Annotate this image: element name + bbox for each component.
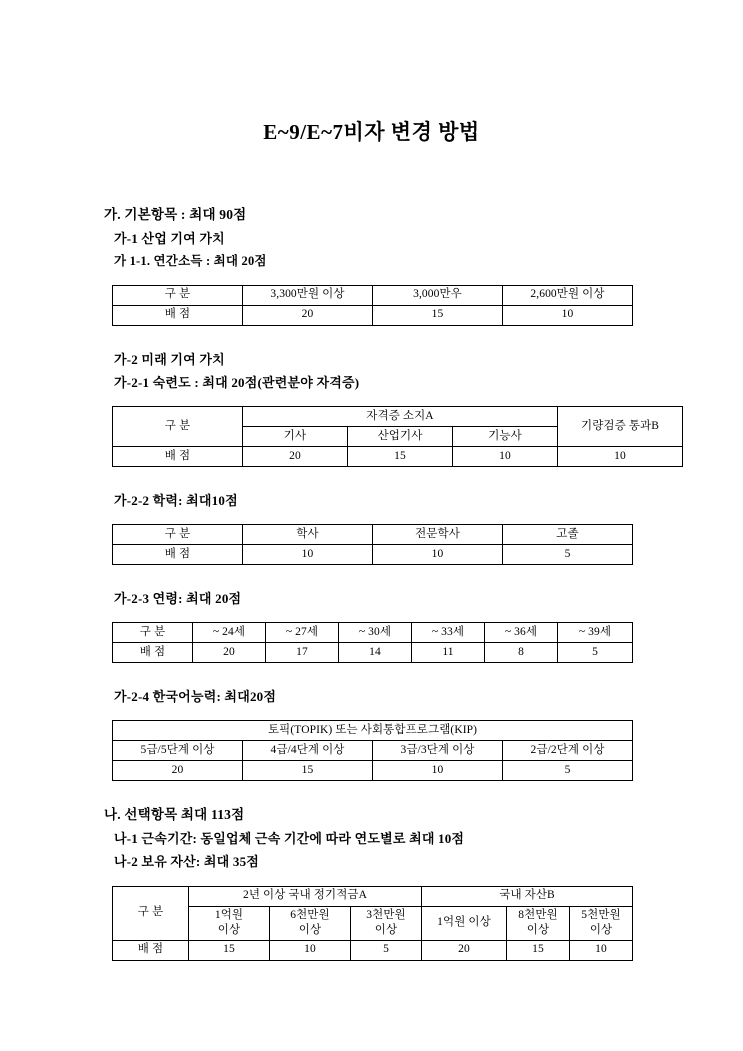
assets-b-cat-2-line2: 이상: [589, 924, 613, 937]
heading-optional-items: 나. 선택항목 최대 113점: [104, 807, 245, 823]
cell-assets-a-cat-2: [351, 906, 422, 940]
table-education: [112, 524, 633, 565]
cell-assets-b-cat-0: 1억원 이상: [422, 906, 507, 940]
heading-age: 가-2-3 연령: 최대 20점: [114, 591, 242, 607]
table-education-wrapper: [112, 524, 639, 565]
table-row: [113, 643, 633, 663]
heading-skill-level: 가-2-1 숙련도 : 최대 20점(관련분야 자격증): [114, 374, 360, 390]
table-row: [113, 761, 633, 781]
table-assets: [112, 886, 633, 961]
table-income: [112, 285, 633, 326]
cell-age-cat-3: ~ 33세: [412, 623, 485, 643]
table-age-wrapper: [112, 622, 639, 663]
assets-a-cat-2-line2: 이상: [374, 924, 398, 937]
cell-skill-val-b: 10: [558, 446, 683, 466]
cell-assets-a-cat-1: [270, 906, 351, 940]
cell-income-cat-2: 2,600만원 이상: [503, 285, 633, 305]
cell-division-label: 구 분: [113, 406, 243, 446]
assets-a-cat-0-line2: 이상: [217, 924, 241, 937]
cell-korean-val-3: 5: [503, 761, 633, 781]
cell-points-label: 배 점: [113, 446, 243, 466]
heading-education: 가-2-2 학력: 최대10점: [114, 492, 238, 508]
assets-b-cat-2-line1: 5천만원: [581, 908, 621, 921]
assets-a-cat-2-line1: 3천만원: [366, 908, 406, 921]
cell-assets-b-cat-2: [570, 906, 633, 940]
table-row-header: [113, 623, 633, 643]
table-korean: [112, 720, 633, 781]
table-row-header: [113, 525, 633, 545]
table-skill: [112, 406, 683, 467]
cell-income-cat-0: 3,300만원 이상: [243, 285, 373, 305]
cell-assets-b-val-2: 10: [570, 940, 633, 960]
cell-assets-group-b: 국내 자산B: [422, 886, 633, 906]
table-row: [113, 305, 633, 325]
cell-assets-a-val-1: 10: [270, 940, 351, 960]
cell-edu-cat-2: 고졸: [503, 525, 633, 545]
cell-skill-val-2: 10: [453, 446, 558, 466]
table-row-subheader: [113, 741, 633, 761]
cell-assets-a-cat-0: [189, 906, 270, 940]
cell-division-label: 구 분: [113, 886, 189, 940]
cell-age-cat-1: ~ 27세: [266, 623, 339, 643]
cell-income-cat-1: 3,000만우: [373, 285, 503, 305]
cell-korean-cat-3: 2급/2단계 이상: [503, 741, 633, 761]
cell-age-cat-0: ~ 24세: [193, 623, 266, 643]
cell-age-val-4: 8: [485, 643, 558, 663]
document-body: [0, 145, 743, 960]
cell-skill-group-b: 기량검증 통과B: [558, 406, 683, 446]
cell-skill-sub-1: 산업기사: [348, 426, 453, 446]
cell-age-cat-4: ~ 36세: [485, 623, 558, 643]
table-assets-wrapper: [112, 886, 639, 961]
cell-points-label: 배 점: [113, 643, 193, 663]
cell-points-label: 배 점: [113, 305, 243, 325]
heading-annual-income: 가 1-1. 연간소득 : 최대 20점: [114, 254, 267, 269]
cell-points-label: 배 점: [113, 940, 189, 960]
cell-assets-a-val-0: 15: [189, 940, 270, 960]
heading-basic-items: 가. 기본항목 : 최대 90점: [104, 207, 247, 223]
cell-age-val-2: 14: [339, 643, 412, 663]
cell-korean-val-2: 10: [373, 761, 503, 781]
cell-age-val-3: 11: [412, 643, 485, 663]
table-age: [112, 622, 633, 663]
assets-a-cat-1-line1: 6천만원: [290, 908, 330, 921]
table-row-header: [113, 285, 633, 305]
cell-division-label: 구 분: [113, 623, 193, 643]
page-title: E~9/E~7비자 변경 방법: [263, 120, 480, 144]
heading-industry-value: 가-1 산업 기여 가치: [114, 231, 225, 247]
table-row: [113, 940, 633, 960]
cell-division-label: 구 분: [113, 525, 243, 545]
cell-edu-val-1: 10: [373, 545, 503, 565]
cell-skill-sub-0: 기사: [243, 426, 348, 446]
table-skill-wrapper: [112, 406, 660, 467]
cell-income-val-2: 10: [503, 305, 633, 325]
cell-skill-val-1: 15: [348, 446, 453, 466]
table-korean-wrapper: [112, 720, 639, 781]
cell-age-val-5: 5: [558, 643, 633, 663]
heading-tenure: 나-1 근속기간: 동일업체 근속 기간에 따라 연도별로 최대 10점: [114, 831, 465, 847]
heading-assets: 나-2 보유 자산: 최대 35점: [114, 854, 260, 870]
cell-korean-val-1: 15: [243, 761, 373, 781]
cell-age-val-0: 20: [193, 643, 266, 663]
cell-korean-cat-2: 3급/3단계 이상: [373, 741, 503, 761]
heading-future-value: 가-2 미래 기여 가치: [114, 351, 225, 367]
cell-skill-val-0: 20: [243, 446, 348, 466]
heading-korean-ability: 가-2-4 한국어능력: 최대20점: [114, 689, 277, 705]
table-row: [113, 446, 683, 466]
cell-points-label: 배 점: [113, 545, 243, 565]
cell-edu-cat-1: 전문학사: [373, 525, 503, 545]
cell-edu-cat-0: 학사: [243, 525, 373, 545]
cell-assets-a-val-2: 5: [351, 940, 422, 960]
cell-korean-cat-0: 5급/5단계 이상: [113, 741, 243, 761]
assets-a-cat-0-line1: 1억원: [214, 908, 244, 921]
cell-income-val-0: 20: [243, 305, 373, 325]
cell-assets-b-cat-1: [507, 906, 570, 940]
table-income-wrapper: [112, 285, 639, 326]
cell-edu-val-0: 10: [243, 545, 373, 565]
cell-skill-group-a: 자격증 소지A: [243, 406, 558, 426]
table-row-header: [113, 886, 633, 906]
cell-korean-header: 토픽(TOPIK) 또는 사회통합프로그램(KIP): [113, 721, 633, 741]
cell-income-val-1: 15: [373, 305, 503, 325]
cell-assets-group-a: 2년 이상 국내 정기적금A: [189, 886, 422, 906]
cell-assets-b-val-1: 15: [507, 940, 570, 960]
cell-korean-cat-1: 4급/4단계 이상: [243, 741, 373, 761]
table-row: [113, 545, 633, 565]
assets-a-cat-1-line2: 이상: [298, 924, 322, 937]
cell-assets-b-val-0: 20: [422, 940, 507, 960]
table-row-subheader: [113, 906, 633, 940]
cell-age-cat-5: ~ 39세: [558, 623, 633, 643]
cell-korean-val-0: 20: [113, 761, 243, 781]
cell-skill-sub-2: 기능사: [453, 426, 558, 446]
assets-b-cat-1-line1: 8천만원: [518, 908, 558, 921]
cell-division-label: 구 분: [113, 285, 243, 305]
cell-edu-val-2: 5: [503, 545, 633, 565]
cell-age-cat-2: ~ 30세: [339, 623, 412, 643]
table-row-header: [113, 721, 633, 741]
table-row-header: [113, 406, 683, 426]
assets-b-cat-1-line2: 이상: [526, 924, 550, 937]
cell-age-val-1: 17: [266, 643, 339, 663]
